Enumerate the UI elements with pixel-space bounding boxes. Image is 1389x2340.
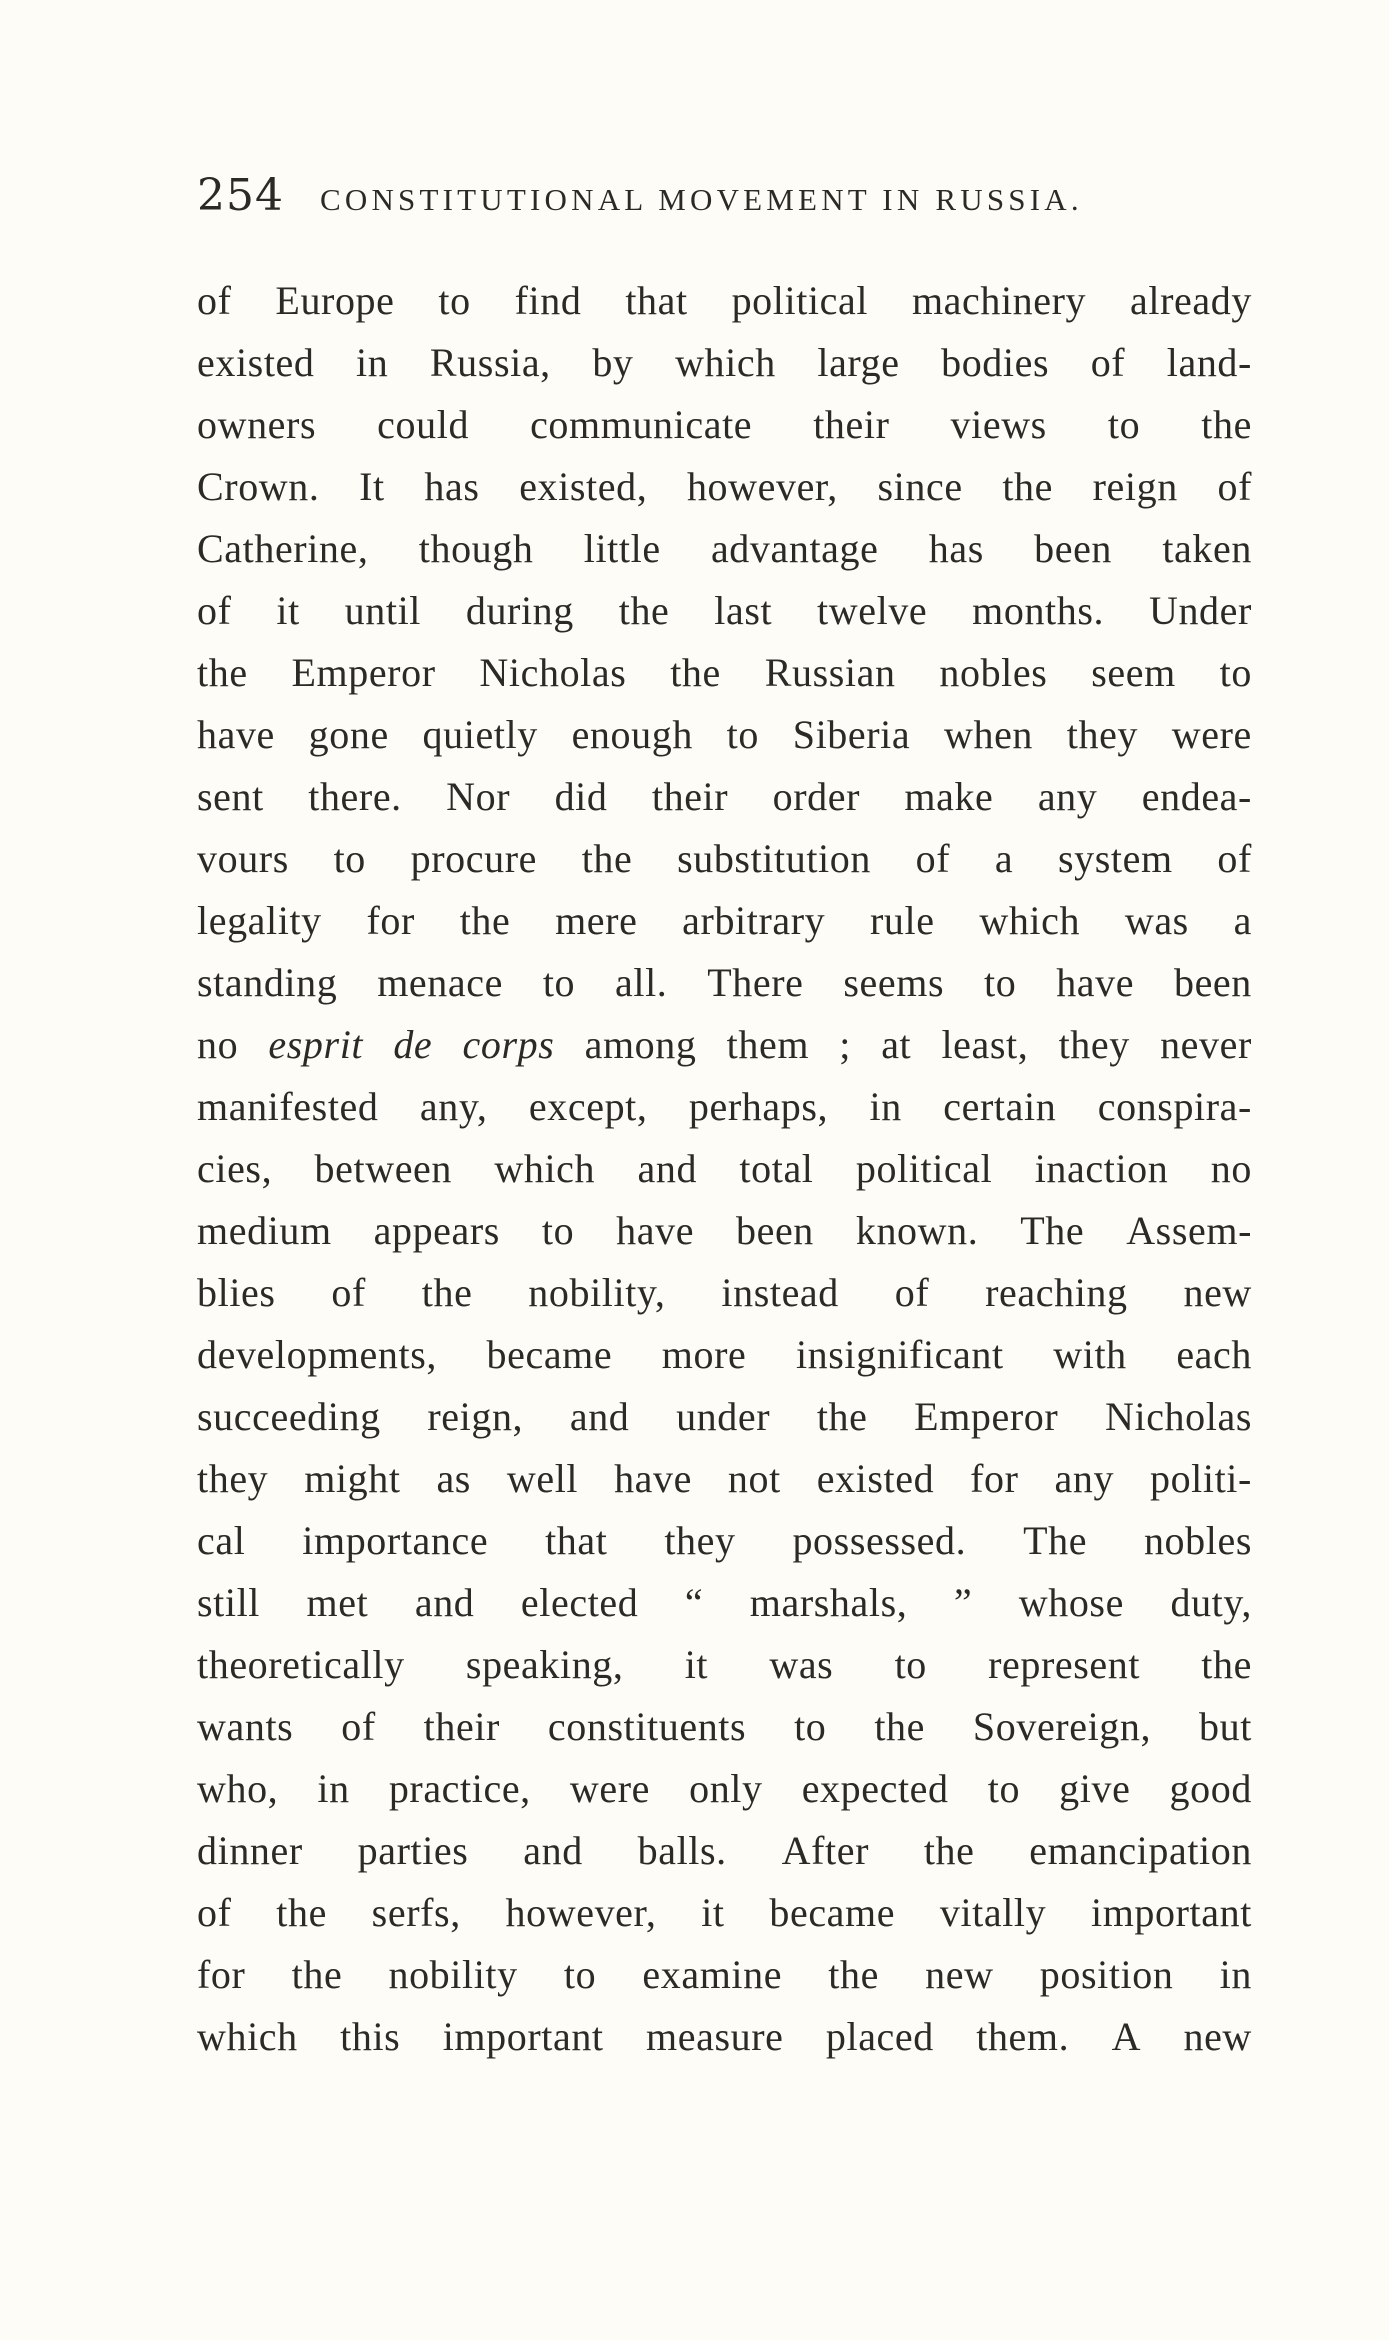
word: to (984, 960, 1017, 1005)
word: the (291, 1952, 343, 1997)
word: Assem- (1126, 1208, 1252, 1253)
word: to (1107, 402, 1141, 447)
word: important (442, 2014, 604, 2059)
word: when (943, 712, 1034, 757)
word: important (1091, 1890, 1252, 1935)
text-line (197, 952, 1252, 1014)
running-head (197, 170, 1127, 230)
word: speaking, (465, 1642, 624, 1687)
text-line (197, 1076, 1252, 1138)
word: who, (197, 1766, 279, 1811)
word: could (377, 402, 470, 447)
body-text (197, 270, 1252, 2068)
word: the (816, 1394, 868, 1439)
word: and (523, 1828, 583, 1873)
word: to (794, 1704, 827, 1749)
word: among (584, 1022, 697, 1067)
word: cies, (197, 1146, 273, 1191)
word: all. (615, 960, 668, 1005)
word: have (616, 1208, 695, 1253)
text-line (197, 1262, 1252, 1324)
word: well (506, 1456, 579, 1501)
word: sent (197, 774, 264, 819)
word: dinner (197, 1828, 303, 1873)
word: however, (505, 1890, 657, 1935)
word: the (874, 1704, 925, 1749)
word: in (1219, 1952, 1252, 1997)
word: vours (197, 836, 289, 881)
word: new (1183, 2014, 1252, 2059)
word: bodies (941, 340, 1050, 385)
text-line (197, 1696, 1252, 1758)
word: to (541, 1208, 575, 1253)
word: Catherine, (197, 526, 369, 571)
word: rule (870, 898, 935, 943)
word: known. (855, 1208, 979, 1253)
word: give (1059, 1766, 1131, 1811)
text-line (197, 456, 1252, 518)
word: communicate (530, 402, 753, 447)
word: practice, (388, 1766, 531, 1811)
italic-word: esprit (268, 1022, 364, 1067)
word: have (614, 1456, 692, 1501)
word: inaction (1034, 1146, 1169, 1191)
word: duty, (1170, 1580, 1252, 1625)
word: of (1090, 340, 1126, 385)
word: more (661, 1332, 747, 1377)
word: Russian (764, 650, 896, 695)
word: the (421, 1270, 473, 1315)
word: procure (410, 836, 537, 881)
text-line (197, 1634, 1252, 1696)
word: they (664, 1518, 736, 1563)
word: only (689, 1766, 763, 1811)
word: nobility, (528, 1270, 666, 1315)
text-line (197, 2006, 1252, 2068)
word: already (1130, 278, 1252, 323)
word: for (366, 898, 415, 943)
word: large (817, 340, 900, 385)
word: might (304, 1456, 401, 1501)
word: still (197, 1580, 261, 1625)
word: in (869, 1084, 902, 1129)
word: a (1233, 898, 1252, 943)
word: each (1176, 1332, 1252, 1377)
word: though (418, 526, 534, 571)
word: of (915, 836, 951, 881)
word: emancipation (1029, 1828, 1252, 1873)
text-line (197, 642, 1252, 704)
word: find (514, 278, 582, 323)
word: for (970, 1456, 1019, 1501)
word: to (438, 278, 471, 323)
word: Emperor (291, 650, 436, 695)
word: vitally (939, 1890, 1047, 1935)
text-line (197, 580, 1252, 642)
word: which (675, 340, 776, 385)
word: the (923, 1828, 975, 1873)
word: arbitrary (682, 898, 826, 943)
word: parties (357, 1828, 469, 1873)
word: there. (308, 774, 402, 819)
word: Siberia (792, 712, 911, 757)
word: no (197, 1022, 239, 1067)
text-line (197, 1386, 1252, 1448)
text-line (197, 1200, 1252, 1262)
word: has (424, 464, 480, 509)
word: the (828, 1952, 879, 1997)
word: were (1171, 712, 1252, 757)
word: There (707, 960, 804, 1005)
word: marshals, (749, 1580, 908, 1625)
word: as (436, 1456, 471, 1501)
word: balls. (637, 1828, 727, 1873)
text-line (197, 1324, 1252, 1386)
word: theoretically (197, 1642, 405, 1687)
word: enough (571, 712, 693, 757)
text-line (197, 270, 1252, 332)
text-line (197, 1758, 1252, 1820)
word: in (356, 340, 389, 385)
word: reign, (427, 1394, 524, 1439)
word: substitution (677, 836, 871, 881)
word: to (987, 1766, 1021, 1811)
word: make (904, 774, 994, 819)
italic-word: de (393, 1022, 433, 1067)
word: which (979, 898, 1081, 943)
word: A (1111, 2014, 1142, 2059)
text-line (197, 1572, 1252, 1634)
word: Nicholas (479, 650, 627, 695)
word: total (739, 1146, 814, 1191)
word: until (344, 588, 421, 633)
word: system (1057, 836, 1173, 881)
word: the (459, 898, 511, 943)
word: any (1054, 1456, 1115, 1501)
word: developments, (197, 1332, 437, 1377)
word: they (1066, 712, 1139, 757)
word: their (423, 1704, 500, 1749)
word: and (569, 1394, 630, 1439)
word: The (1023, 1518, 1088, 1563)
word: Nor (446, 774, 511, 819)
word: ” (953, 1580, 973, 1625)
word: no (1210, 1146, 1252, 1191)
word: new (1183, 1270, 1252, 1315)
word: and (414, 1580, 475, 1625)
word: Europe (275, 278, 395, 323)
text-line (197, 704, 1252, 766)
word: which (494, 1146, 596, 1191)
word: became (769, 1890, 896, 1935)
word: to (1219, 650, 1252, 695)
word: whose (1018, 1580, 1124, 1625)
word: the (670, 650, 721, 695)
word: with (1053, 1332, 1127, 1377)
word: and (637, 1146, 698, 1191)
word: placed (825, 2014, 934, 2059)
text-line (197, 1510, 1252, 1572)
word: instead (721, 1270, 839, 1315)
word: them (726, 1022, 810, 1067)
word: the (1201, 1642, 1252, 1687)
word: twelve (817, 588, 928, 633)
word: It (359, 464, 385, 509)
word: of (331, 1270, 366, 1315)
word: but (1199, 1704, 1252, 1749)
word: became (486, 1332, 613, 1377)
word: Under (1148, 588, 1252, 633)
word: them. (976, 2014, 1070, 2059)
word: any (1037, 774, 1098, 819)
word: the (1002, 464, 1053, 509)
word: blies (197, 1270, 276, 1315)
text-line (197, 1820, 1252, 1882)
word: quietly (422, 712, 538, 757)
page-number: 254 (197, 170, 284, 221)
word: months. (972, 588, 1105, 633)
word: of (197, 588, 232, 633)
word: it (276, 588, 300, 633)
word: any, (419, 1084, 488, 1129)
word: menace (377, 960, 503, 1005)
word: a (994, 836, 1014, 881)
word: been (1173, 960, 1252, 1005)
word: The (1020, 1208, 1085, 1253)
word: been (1034, 526, 1113, 571)
word: except, (528, 1084, 648, 1129)
word: the (581, 836, 633, 881)
word: seems (843, 960, 945, 1005)
text-line (197, 828, 1252, 890)
word: that (545, 1518, 608, 1563)
word: importance (302, 1518, 489, 1563)
text-line (197, 1882, 1252, 1944)
word: taken (1162, 526, 1252, 571)
word: least, (941, 1022, 1029, 1067)
word: cal (197, 1518, 246, 1563)
word: the (618, 588, 670, 633)
word: position (1039, 1952, 1174, 1997)
word: constituents (547, 1704, 747, 1749)
word: been (736, 1208, 814, 1253)
word: of (1217, 464, 1252, 509)
word: to (894, 1642, 927, 1687)
word: were (569, 1766, 650, 1811)
word: they (1058, 1022, 1130, 1067)
word: political (855, 1146, 993, 1191)
word: reign (1092, 464, 1178, 509)
word: seem (1091, 650, 1176, 695)
word: manifested (197, 1084, 379, 1129)
word: appears (373, 1208, 500, 1253)
word: of (197, 278, 232, 323)
word: the (1201, 402, 1252, 447)
word: land- (1166, 340, 1252, 385)
text-line (197, 394, 1252, 456)
running-title: CONSTITUTIONAL MOVEMENT IN RUSSIA. (319, 182, 1083, 217)
word: to (726, 712, 759, 757)
word: of (341, 1704, 376, 1749)
word: the (197, 650, 248, 695)
text-line (197, 1138, 1252, 1200)
word: nobles (1143, 1518, 1252, 1563)
word: succeeding (197, 1394, 381, 1439)
word: serfs, (371, 1890, 461, 1935)
word: the (276, 1890, 327, 1935)
word: ; (839, 1022, 851, 1067)
word: at (881, 1022, 912, 1067)
word: met (306, 1580, 369, 1625)
word: nobility (388, 1952, 518, 1997)
word: between (314, 1146, 453, 1191)
word: certain (943, 1084, 1057, 1129)
word: to (563, 1952, 597, 1997)
word: to (333, 836, 366, 881)
word: existed (197, 340, 315, 385)
word: has (928, 526, 984, 571)
text-line (197, 1014, 1252, 1076)
word: it (684, 1642, 709, 1687)
word: Crown. (197, 464, 320, 509)
word: gone (308, 712, 389, 757)
word: that (625, 278, 688, 323)
word: by (592, 340, 634, 385)
word: possessed. (792, 1518, 967, 1563)
word: have (197, 712, 275, 757)
word: conspira- (1097, 1084, 1252, 1129)
word: expected (801, 1766, 949, 1811)
word: new (925, 1952, 994, 1997)
word: their (651, 774, 729, 819)
word: good (1169, 1766, 1252, 1811)
word: wants (197, 1704, 294, 1749)
word: for (197, 1952, 246, 1997)
word: last (714, 588, 773, 633)
word: however, (686, 464, 838, 509)
word: nobles (939, 650, 1048, 695)
word: of (894, 1270, 930, 1315)
word: medium (197, 1208, 332, 1253)
word: examine (642, 1952, 783, 1997)
word: machinery (911, 278, 1087, 323)
word: After (781, 1828, 869, 1873)
text-line (197, 890, 1252, 952)
word: in (317, 1766, 350, 1811)
word: they (197, 1456, 269, 1501)
word: did (554, 774, 608, 819)
word: since (877, 464, 963, 509)
word: this (340, 2014, 401, 2059)
word: views (950, 402, 1047, 447)
word: to (542, 960, 576, 1005)
word: insignificant (795, 1332, 1004, 1377)
word: owners (197, 402, 317, 447)
word: Sovereign, (972, 1704, 1152, 1749)
word: legality (197, 898, 322, 943)
word: of (197, 1890, 232, 1935)
word: reaching (985, 1270, 1128, 1315)
word: Nicholas (1105, 1394, 1252, 1439)
word: have (1056, 960, 1135, 1005)
word: advantage (710, 526, 879, 571)
word: existed, (519, 464, 648, 509)
italic-word: corps (462, 1022, 555, 1067)
word: little (583, 526, 661, 571)
text-line (197, 1944, 1252, 2006)
word: which (197, 2014, 298, 2059)
word: endea- (1141, 774, 1252, 819)
word: perhaps, (688, 1084, 829, 1129)
text-line (197, 766, 1252, 828)
word: not (727, 1456, 781, 1501)
text-line (197, 518, 1252, 580)
word: standing (197, 960, 338, 1005)
word: measure (646, 2014, 784, 2059)
word: it (701, 1890, 725, 1935)
word: political (731, 278, 869, 323)
word: was (769, 1642, 834, 1687)
word: Emperor (914, 1394, 1059, 1439)
word: order (772, 774, 860, 819)
word: politi- (1149, 1456, 1252, 1501)
word: during (465, 588, 574, 633)
word: existed (816, 1456, 935, 1501)
text-line (197, 332, 1252, 394)
word: mere (555, 898, 638, 943)
word: was (1124, 898, 1189, 943)
text-line (197, 1448, 1252, 1510)
word: represent (988, 1642, 1141, 1687)
word: their (813, 402, 890, 447)
word: never (1160, 1022, 1252, 1067)
word: Russia, (429, 340, 551, 385)
word: under (676, 1394, 771, 1439)
word: elected (520, 1580, 639, 1625)
word: of (1217, 836, 1252, 881)
word: “ (684, 1580, 704, 1625)
